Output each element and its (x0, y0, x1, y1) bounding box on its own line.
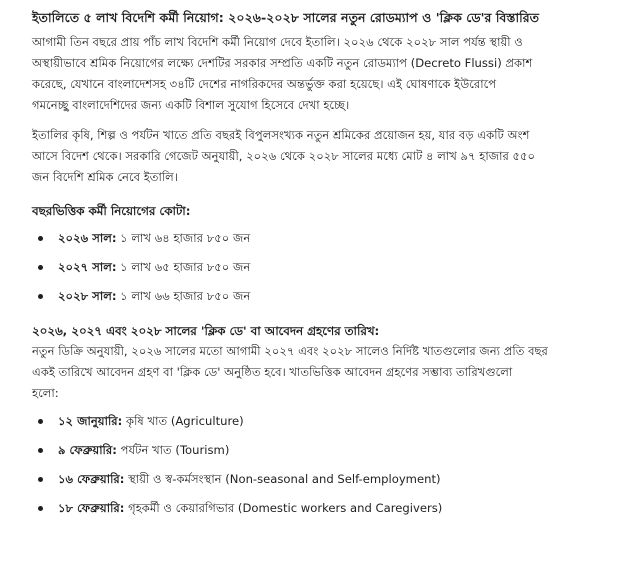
dates-line: একই তারিখে আবেদন গ্রহণ বা 'ক্লিক ডে' অনুষ্ঠিত হবে। খাতভিত্তিক আবেদন গ্রহণের সম্ভাব্য তারিখগুলো (32, 365, 513, 379)
sectors-line: ইতালির কৃষি, শিল্প ও পর্যটন খাতে প্রতি বছরই বিপুলসংখ্যক নতুন শ্রমিকের প্রয়োজন হয়, যার বড় একটি অংশ (32, 128, 530, 142)
bullet-icon (38, 506, 43, 511)
intro-line: অস্থায়ীভাবে শ্রমিক নিয়োগের লক্ষ্যে দেশটির সরকার সম্প্রতি একটি নতুন রোডম্যাপ (Decreto Flussi) প্রকাশ (32, 56, 533, 70)
bullet-icon (38, 419, 43, 424)
intro-paragraph (32, 32, 622, 116)
dates-line: নতুন ডিক্রি অনুযায়ী, ২০২৬ সালের মতো আগামী ২০২৭ এবং ২০২৮ সালেও নির্দিষ্ট খাতগুলোর জন্য প্রতি বছর (32, 344, 548, 358)
intro-line: করেছে, যেখানে বাংলাদেশসহ ৩৪টি দেশের নাগরিকদের অন্তর্ভুক্ত করা হয়েছে। এই ঘোষণাকে ইউরোপে (32, 77, 497, 91)
click-day-date: ১৮ ফেব্রুয়ারি: (58, 501, 125, 515)
article-title: ইতালিতে ৫ লাখ বিদেশি কর্মী নিয়োগ: ২০২৬-২০২৮ সালের নতুন রোডম্যাপ ও 'ক্লিক ডে'র বিস্তারিত (32, 10, 540, 25)
article (32, 8, 622, 518)
click-day-sector: কৃষি খাত (Agriculture) (122, 414, 244, 428)
bullet-icon (38, 294, 43, 299)
dates-paragraph (32, 341, 622, 404)
quota-year: ২০২৭ সাল: (58, 260, 117, 274)
bullet-icon (38, 236, 43, 241)
list-item (32, 286, 622, 306)
click-day-date: ৯ ফেব্রুয়ারি: (58, 443, 117, 457)
bullet-icon (38, 265, 43, 270)
list-item (32, 257, 622, 277)
sectors-paragraph (32, 125, 622, 188)
click-day-sector: স্থায়ী ও স্ব-কর্মসংস্থান (Non-seasonal and Self-employment) (124, 472, 441, 486)
quota-heading: বছরভিত্তিক কর্মী নিয়োগের কোটা: (32, 204, 191, 218)
quota-count: ১ লাখ ৬৪ হাজার ৮৫০ জন (116, 231, 251, 245)
list-item (32, 411, 622, 431)
bullet-icon (38, 477, 43, 482)
sectors-line: আসে বিদেশ থেকে। সরকারি গেজেট অনুযায়ী, ২০২৬ থেকে ২০২৮ সালের মধ্যে মোট ৪ লাখ ৯৭ হাজার ৫৫০ (32, 149, 536, 163)
click-day-sector: পর্যটন খাত (Tourism) (116, 443, 230, 457)
click-day-sector: গৃহকর্মী ও কেয়ারগিভার (Domestic workers and Caregivers) (124, 501, 443, 515)
quota-count: ১ লাখ ৬৫ হাজার ৮৫০ জন (116, 260, 251, 274)
dates-heading: ২০২৬, ২০২৭ এবং ২০২৮ সালের 'ক্লিক ডে' বা আবেদন গ্রহণের তারিখ: (32, 324, 380, 338)
dates-line: হলো: (32, 386, 59, 400)
list-item (32, 228, 622, 248)
quota-year: ২০২৮ সাল: (58, 289, 117, 303)
list-item (32, 498, 622, 518)
intro-line: আগামী তিন বছরে প্রায় পাঁচ লাখ বিদেশি কর্মী নিয়োগ দেবে ইতালি। ২০২৬ থেকে ২০২৮ সাল পর্যন্ত স্থায়ী ও (32, 35, 523, 49)
bullet-icon (38, 448, 43, 453)
sectors-line: জন বিদেশি শ্রমিক নেবে ইতালি। (32, 170, 178, 184)
quota-list (32, 228, 622, 306)
list-item (32, 469, 622, 489)
quota-count: ১ লাখ ৬৬ হাজার ৮৫০ জন (116, 289, 251, 303)
dates-list (32, 411, 622, 518)
click-day-date: ১৬ ফেব্রুয়ারি: (58, 472, 125, 486)
list-item (32, 440, 622, 460)
quota-year: ২০২৬ সাল: (58, 231, 117, 245)
intro-line: গমনেচ্ছু বাংলাদেশিদের জন্য একটি বিশাল সুযোগ হিসেবে দেখা হচ্ছে। (32, 98, 350, 112)
click-day-date: ১২ জানুয়ারি: (58, 414, 123, 428)
